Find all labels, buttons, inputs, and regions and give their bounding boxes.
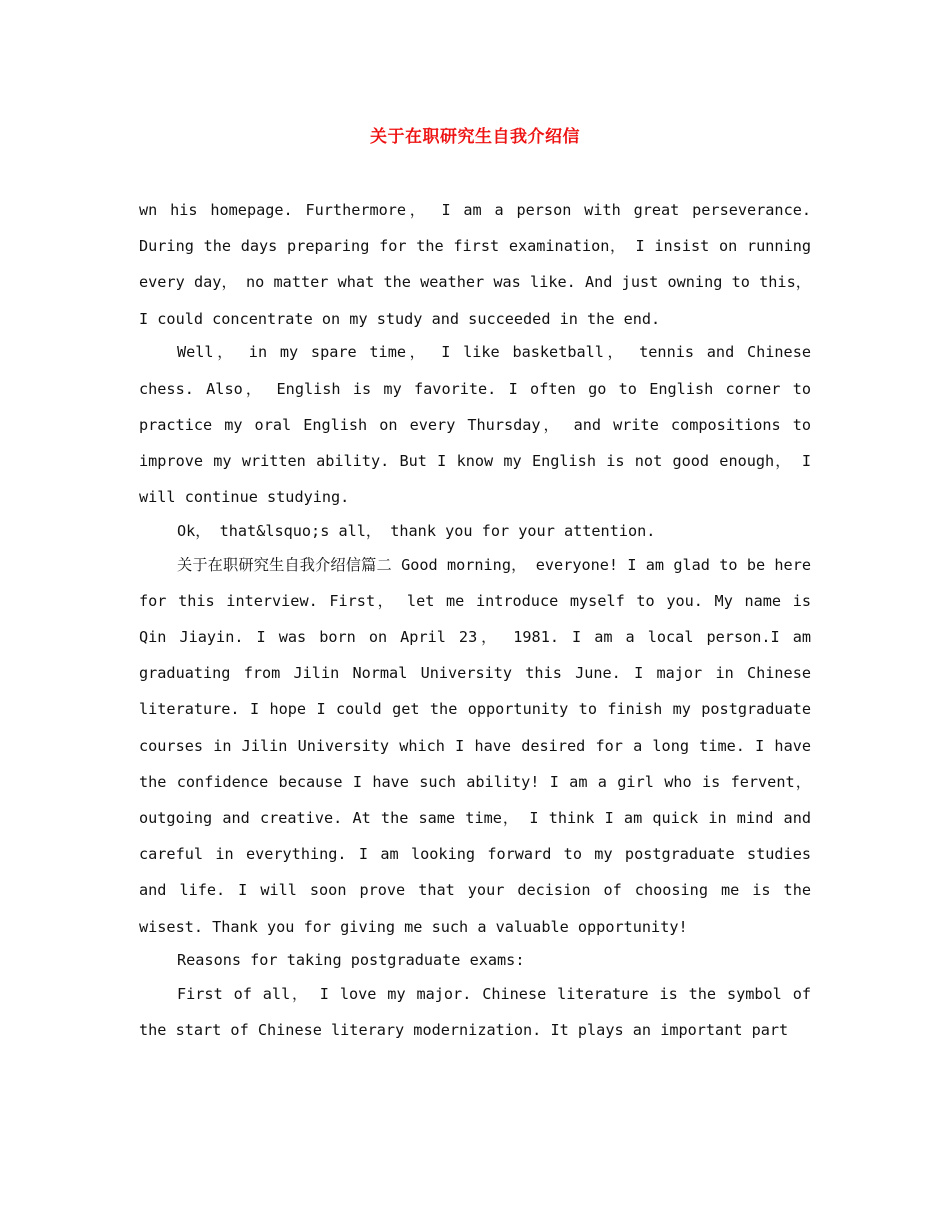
document-body [139, 192, 811, 1046]
paragraph-closing: Ok， that&lsquo;s all， thank you for your attention. [177, 521, 656, 540]
document-title: 关于在职研究生自我介绍信 [370, 127, 580, 147]
paragraph-first-reason: First of all， I love my major. Chinese literature is the symbol of the start of Chinese literary modernization. It plays an important part [139, 984, 811, 1040]
paragraph-second-letter: 关于在职研究生自我介绍信篇二 Good morning， everyone! I am glad to be here for this interview. First， let me introduce myself to you. My name is Qin Jiayin. I was born on April 23， 1981. I am a local person.I am graduating from Jilin Normal University this June. I major in Chinese literature. I hope I could get the opportunity to finish my postgraduate courses in Jilin University which I have desired for a long time. I have the confidence because I have such ability! I am a girl who is fervent， outgoing and creative. At the same time， I think I am quick in mind and careful in everything. I am looking forward to my postgraduate studies and life. I will soon prove that your decision of choosing me is the wisest. Thank you for giving me such a valuable opportunity! [139, 555, 811, 936]
paragraph-reasons-heading: Reasons for taking postgraduate exams: [177, 951, 525, 970]
paragraph-hobbies: Well， in my spare time， I like basketball， tennis and Chinese chess. Also， English is my favorite. I often go to English corner to practice my oral English on every Thursday， and write compositions to improve my written ability. But I know my English is not good enough， I will continue studying. [139, 343, 811, 507]
paragraph-continuation: wn his homepage. Furthermore， I am a person with great perseverance. During the days preparing for the first examination， I insist on running every day， no matter what the weather was like. And just owning to this， I could concentrate on my study and succeeded in the end. [139, 201, 811, 328]
